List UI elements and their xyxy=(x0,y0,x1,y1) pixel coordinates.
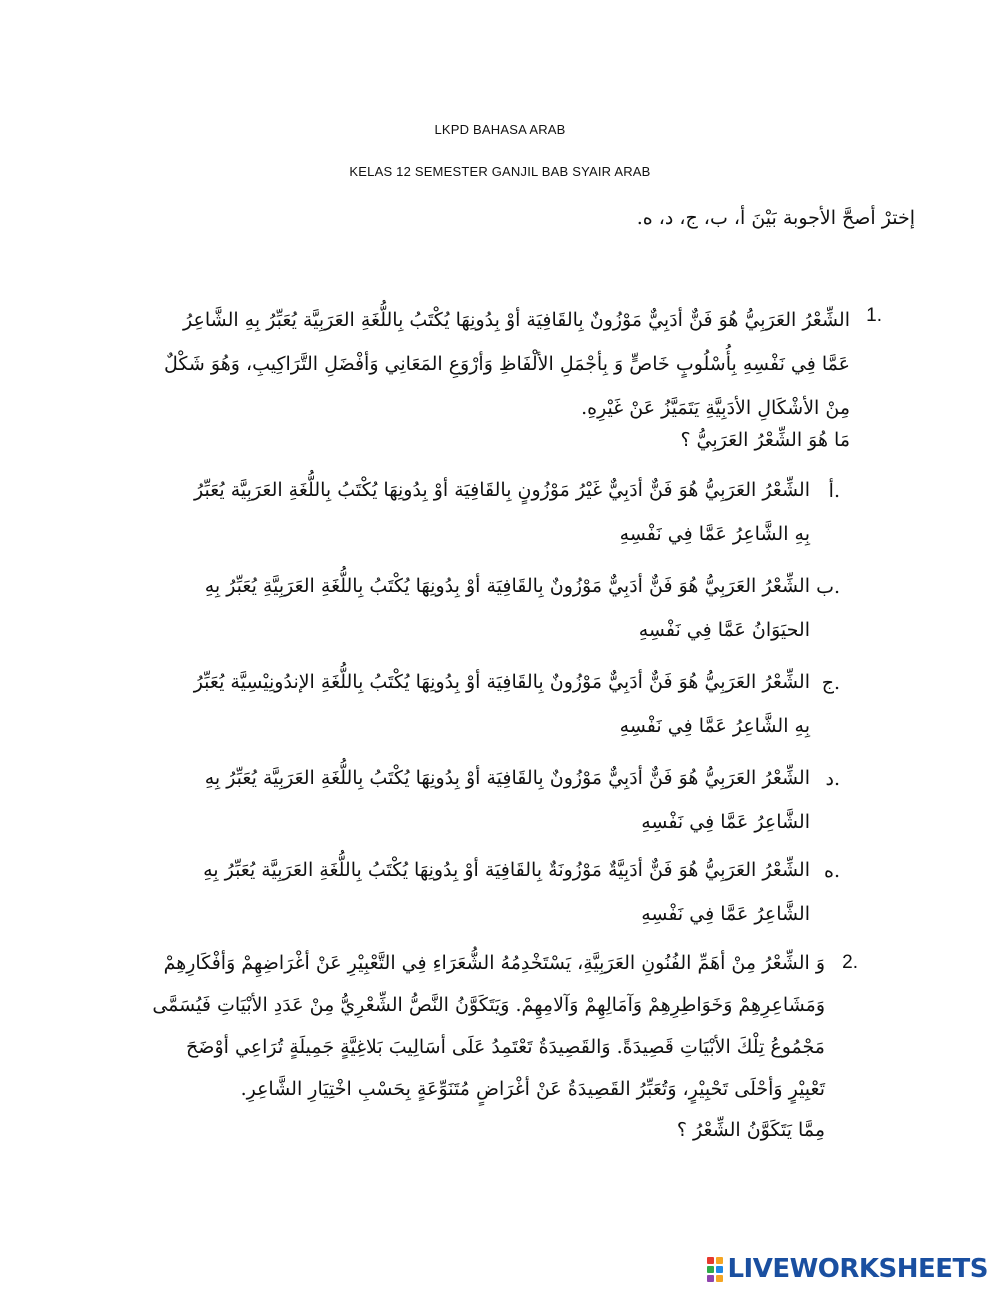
option-text xyxy=(110,564,810,652)
question-text-line: الشِّعْرُ العَرَبِيُّ هُوَ فَنٌّ أدَبِيٌّ مَوْزُونٌ بِالقَافِيَة أوْ بِدُونِهَا يُكْتَبُ بِاللُّغَةِ العَرَبِيَّة يُعَبِّرُ بِهِ الشَّاعِرُ xyxy=(183,309,850,331)
option-text xyxy=(110,848,810,936)
option-line: الشِّعْرُ العَرَبِيُّ هُوَ فَنٌّ أدَبِيٌّ غَيْرُ مَوْزُونٍ بِالقَافِيَة أوْ بِدُونِهَا يُكْتَبُ بِاللُّغَةِ العَرَبِيَّة يُعَبِّرُ xyxy=(194,479,810,501)
option-letter: أ. xyxy=(828,480,840,502)
option-text xyxy=(110,468,810,556)
question-number: 1. xyxy=(866,305,882,326)
option-letter: ج. xyxy=(821,672,840,694)
worksheet-title: LKPD BAHASA ARAB xyxy=(434,122,566,137)
option-letter: ب. xyxy=(816,576,840,598)
option-letter: ه. xyxy=(823,860,840,882)
question-prompt: مَا هُوَ الشِّعْرُ العَرَبِيُّ ؟ xyxy=(680,429,850,451)
option-line: الشِّعْرُ العَرَبِيُّ هُوَ فَنٌّ أدَبِيَّةٌ مَوْزُونَةٌ بِالقَافِيَة أوْ بِدُونِهَا يُكْتَبُ بِاللُّغَةِ العَرَبِيَّة يُعَبِّرُ بِهِ xyxy=(203,859,810,881)
option-line: الشَّاعِرُ عَمَّا فِي نَفْسِهِ xyxy=(641,903,810,925)
question-text xyxy=(110,298,850,430)
liveworksheets-logo[interactable] xyxy=(707,1254,988,1284)
question-text-line: تَعْبِيْرٍ وَأحْلَى تَحْبِيْرٍ، وَتُعَبِّرُ القَصِيدَةُ عَنْ أغْرَاضٍ مُتَنَوِّعَةٍ بِحَسْبِ اخْتِيَارِ الشَّاعِرِ. xyxy=(240,1078,825,1100)
question-text xyxy=(110,942,825,1110)
option-line: بِهِ الشَّاعِرُ عَمَّا فِي نَفْسِهِ xyxy=(619,715,810,737)
question-text-line: وَ الشِّعْرُ مِنْ أهَمِّ الفُنُونِ العَرَبِيَّةِ، يَسْتَخْدِمُهُ الشُّعَرَاءِ فِي التَّعْبِيْرِ عَنْ أغْرَاضِهِمْ وَأفْكَارِهِمْ xyxy=(163,952,825,974)
question-text-line: مَجْمُوعُ تِلْكَ الأبْيَاتِ قَصِيدَةً. وَالقَصِيدَةُ تَعْتَمِدُ عَلَى أسَالِيبَ بَلاغِيَّةٍ جَمِيلَةٍ تُرَاعِي أوْضَحَ xyxy=(186,1036,825,1058)
liveworksheets-icon xyxy=(707,1257,723,1282)
option-line: الشِّعْرُ العَرَبِيُّ هُوَ فَنٌّ أدَبِيٌّ مَوْزُونٌ بِالقَافِيَة أوْ بِدُونِهَا يُكْتَبُ بِاللُّغَةِ العَرَبِيَّة يُعَبِّرُ بِهِ xyxy=(204,767,810,789)
option-line: الحيَوَانُ عَمَّا فِي نَفْسِهِ xyxy=(638,619,810,641)
question-text-line: مِنْ الأشْكَالِ الأدَبِيَّةِ يَتَمَيَّزُ عَنْ غَيْرِهِ. xyxy=(581,397,850,419)
instruction: إخترْ أصحَّ الأجوبة بَيْنَ أ، ب، ج، د، ه. xyxy=(636,207,915,229)
liveworksheets-wordmark: LIVEWORKSHEETS xyxy=(727,1254,988,1284)
question-text-line: عَمَّا فِي نَفْسِهِ بِأُسْلُوبٍ خَاصٍّ وَ بِأجْمَلِ الألْفَاظِ وَأرْوَعِ المَعَانِي وَأفْضَلِ التَّرَاكِيبِ، وَهُوَ شَكْلٌ xyxy=(164,353,850,375)
option-text xyxy=(110,756,810,844)
question-prompt: مِمَّا يَتَكَوَّنُ الشِّعْرُ ؟ xyxy=(676,1119,825,1141)
worksheet-subtitle: KELAS 12 SEMESTER GANJIL BAB SYAIR ARAB xyxy=(349,164,651,179)
option-letter: د. xyxy=(825,768,840,790)
option-line: الشِّعْرُ العَرَبِيُّ هُوَ فَنٌّ أدَبِيٌّ مَوْزُونٌ بِالقَافِيَة أوْ بِدُونِهَا يُكْتَبُ بِاللُّغَةِ العَرَبِيَّةِ يُعَبِّرُ بِهِ xyxy=(204,575,810,597)
option-text xyxy=(110,660,810,748)
option-line: بِهِ الشَّاعِرُ عَمَّا فِي نَفْسِهِ xyxy=(619,523,810,545)
option-line: الشِّعْرُ العَرَبِيُّ هُوَ فَنٌّ أدَبِيٌّ مَوْزُونٌ بِالقَافِيَة أوْ بِدُونِهَا يُكْتَبُ بِاللُّغَةِ الإندُونِيْسِيَّة يُعَبِّرُ xyxy=(193,671,810,693)
question-number: 2. xyxy=(842,952,858,973)
option-line: الشَّاعِرُ عَمَّا فِي نَفْسِهِ xyxy=(641,811,810,833)
question-text-line: وَمَشَاعِرِهِمْ وَخَوَاطِرِهِمْ وَآمَالِهِمْ وَآلامِهِمْ. وَيَتَكَوَّنُ النَّصُّ الشِّعْرِيُّ مِنْ عَدَدِ الأبْيَاتِ فَيُسَمَّى xyxy=(152,994,825,1016)
